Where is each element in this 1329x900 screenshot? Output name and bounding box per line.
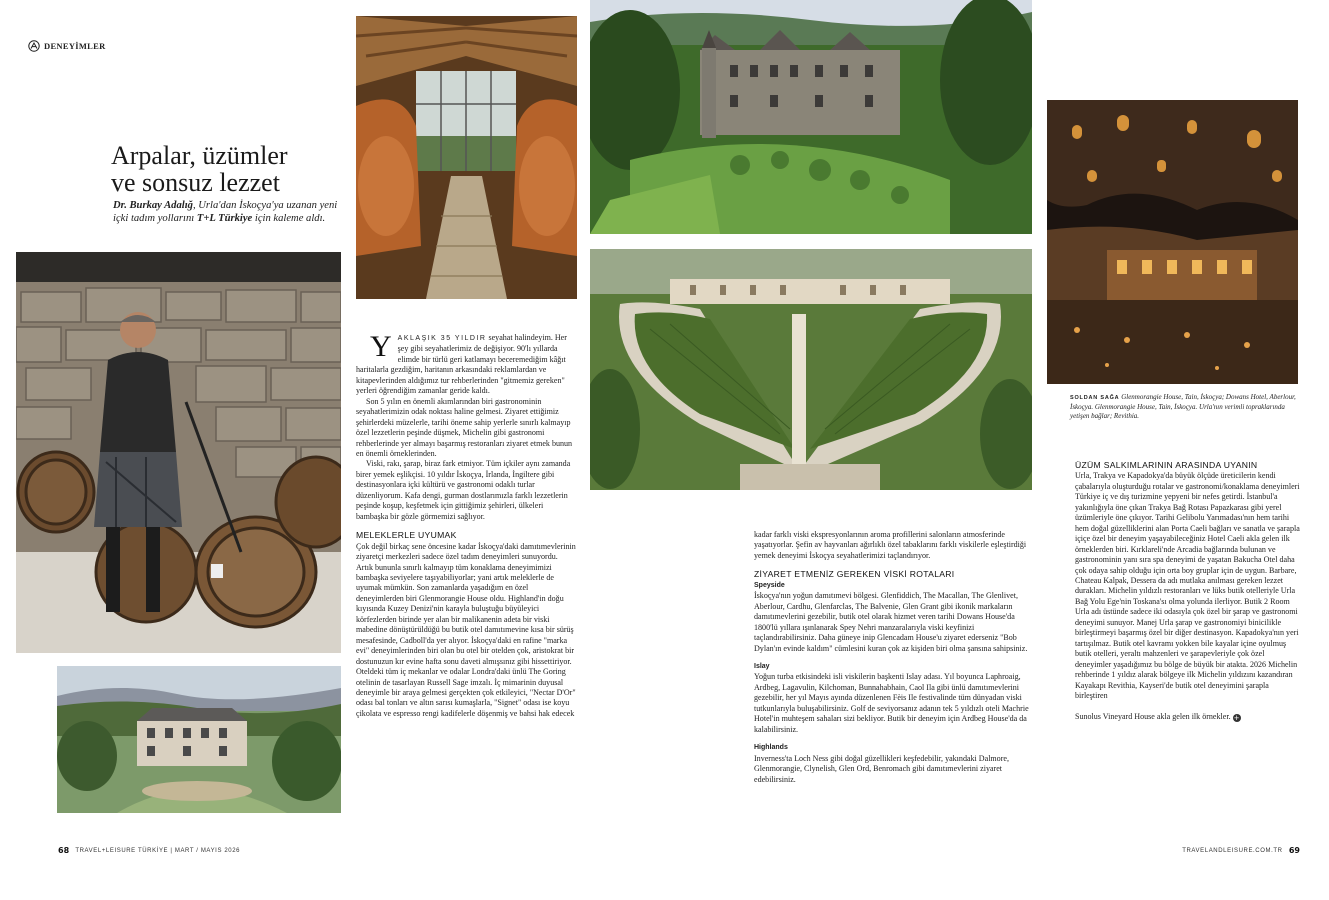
photo-house [57,666,341,813]
paragraph: Artık bununla sınırlı kalmayıp tüm konaklama deneyimimizi bambaşka seviyelere taşıyabiliyorlar; yani artık meleklerle de uyumak mümkün. Son zamanlarda yaşadığım en özel deneyimlerden biri Glenmorangie House oldu. Highland'in doğu kıyısında Kuzey Denizi'nin karayla buluştuğu büyüleyici körfezlerden birinde yer alan bir malikanenin adeta bir viski mabedine dönüştürüldüğü bu butik otel damıtımevine kısa bir sürüş mesafesinde, Cadboll'da yer alıyor. İskoçya'daki en rafine "marka evi" deneyimlerinden biri olan bu otel bir otelden çok, aristokrat bir dostunuzun kır evine hafta sonu daveti almışsınız gibi hissettiriyor. [356,562,575,666]
footer-website: TRAVELANDLEISURE.COM.TR [1182,848,1283,854]
section-label: DENEYİMLER [44,41,106,51]
intro-paragraph [356,330,577,397]
photo-distillery [356,16,577,299]
footer-right [1182,846,1300,855]
subheading-melekler: MELEKLERLE UYUMAK [356,530,457,541]
paragraph: İskoçya'nın yoğun damıtımevi bölgesi. Glenfiddich, The Macallan, The Glenlivet, Aberlour, Cardhu, Glenfarclas, The Balvenie, Glen Grant gibi ikonik markaların damıtımevlerini gezebilir, butik otel olarak hizmet veren tarihi Dowans House'da 1800'lü yıllara ışınlanarak Spey Nehri manzaralarıyla viski keyfinizi taçlandırabilirsiniz. Daha güneye inip Glencadam House'u ziyaret ederseniz "Bob Dylan'ın evinde kaldım" cümlesini kuran çok az kişiden biri olma şansına sahipsiniz. [754,591,1028,653]
photo-manor-garden [590,0,1032,234]
author-name: Dr. Burkay Adalığ [113,200,193,211]
paragraph-last [1075,712,1301,722]
paragraph: Çok değil birkaç sene öncesine kadar İskoçya'daki damıtımevlerinin ziyaretçi merkezleri sadece özel tadım deneyimleri sunuyordu. [356,541,576,562]
paragraph: Oteldeki tüm iç mekanlar ve odalar Londra'daki ünlü The Goring otelinin de tasarlayan Russell Sage imzalı. İç mimarinin duyusal deneyimle bir araya gelmesi gerçekten çok etkileyici, "Nectar D'Or" odası bal tonları ve altın sarısı kumaşlarla, "Signet" odası ise koyu çikolata ve espresso rengi kadifelerle döşenmiş ve bahsi hak edecek [356,667,576,718]
column-1 [356,330,577,719]
end-mark-icon: + [1233,713,1240,722]
photo-vineyard [590,249,1032,490]
paragraph: Viski, rakı, şarap, biraz fark etmiyor. Tüm içkiler aynı zamanda birer yemek eşlikçisi. 10 yıldır İskoçya, İrlanda, İngiltere gibi destinasyonlara içki kültürü ve gastronomi odaklı turlar düzenliyorum. Kafa dengi, gurman dostlarımızla farklı lezzetlerin peşinde koşup, keşfetmek için gittiğimiz şehirleri, ülkeleri bambaşka bir gözle görmemizi sağlıyor. [356,459,571,521]
paragraph: Urla, Trakya ve Kapadokya'da büyük ölçüde üreticilerin kendi çabalarıyla oluşturduğu rotalar ve gastronomi/konaklama deneyimleri Türkiye iç ve dış turizmine yepyeni bir nefes getirdi. İstanbul'a yakınlığıyla öne çıkan Trakya Bağ Rotası Papazkarası gibi yerel üzümleriyle öne çıkıyor. Tarihi Gelibolu Yarımadası'nın hem tarihi hem doğal güzelliklerini alan Porta Caeli bağları ve sanatla ve şarapla içiçe özel bir deneyim yaşayabileceğiniz Hotel Caeli akla gelen ilk örneklerden biri. Kırklareli'nde Arcadia bağlarında bulunan ve gastronominin yanı sıra spa deneyimi de yaşatan Bakucha Otel daha çok odaya sahip olduğu için orta boy gruplar için de uygun. Barbare, Chateau Kalpak, Dessera da adı mutlaka anılması gereken lezzet durakları. Michelin yıldızlı restoranları ve lüks butik otelleriyle Urla Bağ Yolu Ege'nin Toskana'sı olma yolunda ilerliyor. Butik 2 Room Urla adı üstünde sadece iki odasıyla çok özel bir şarap ve gastronomi deneyimi sunuyor. Manej Urla şarap ve gastronomiyi binicilikle birleştirmeyi başarmış özel bir diğer destinasyon. Kapadokya'nın yeri tartışılmaz. Butik otel kavramı yokken bile kayalar içine oyulmuş butik otelleri, yeraltı mahzenleri ve şarapevleriyle çok özel deneyimler yaşadığımız bu bölge de büyük bir atakta. 2026 Michelin rehberinde 1 yıldız alarak bölgeye ilk Michelin yıldızını kazandıran Kayakapı Revithia, Kayseri'de butik otel deneyimini şarapla birleştiren [1075,471,1300,700]
page-number-left: 68 [58,846,70,855]
subheading-uzum: ÜZÜM SALKIMLARININ ARASINDA UYANIN [1075,460,1258,470]
photo-cappadocia [1047,100,1298,384]
article-deck [113,199,338,225]
lead-caps: AKLAŞIK 35 YILDIR [397,335,487,342]
paragraph: kadar farklı viski ekspresyonlarının aroma profillerini salonların atmosferinde yaşatıyorlar. Şefin av hayvanları ağırlıklı özel tabaklarını farklı viskilerle eşleştirdiği yemek deneyimi İskoçya seyahatlerimizi taçlandırıyor. [754,530,1027,560]
deck-text: , Urla'dan İskoçya'ya uzanan yeni içki tadım yollarını [113,200,338,224]
caption-text: Glenmorangie House, Tain, İskoçya; Dowans Hotel, Aberlour, İskoçya. Glenmorangie House, Tain, İskoçya. Urla'nın verimli topraklarında yetişen bağlar; Revithia. [1070,393,1296,420]
paragraph: Inverness'ta Loch Ness gibi doğal güzellikleri keşfedebilir, yakındaki Dalmore, Glenmorangie, Clynelish, Glen Ord, Benromach gibi damıtımevlerini ziyaret edebilirsiniz. [754,753,1009,784]
title-line-1: Arpalar, üzümler [111,141,288,170]
intro-text: seyahat halindeyim. Her şey gibi seyahatlerimiz de değişiyor. 90'lı yıllarda elimde bir türlü geri katlamayı beceremediğim kâğıt haritalarla gezdiğim, haritanın arkasındaki reklamlardan ve kitapevlerinden aldığımız tur rehberlerinden "gitmemiz gereken" yerleri öğrendiğim zamanlar geride kaldı. [356,333,567,396]
paragraph: Son 5 yılın en önemli akımlarından biri gastronominin seyahatlerimizin odak noktası haline gelmesi. Ziyaret ettiğimiz şehirlerdeki müzelerle, tarihi öneme sahip yerlerle sınırlı kalmayıp özel lezzetlerin peşinde düşmek, Michelin gibi gastronomi rehberlerinde yer almayı başarmış restoranları ziyaret etmek bunun en önemli örneklerinden. [356,396,573,458]
page-title [111,142,341,196]
region-heading-islay: Islay [754,662,770,670]
title-line-2: ve sonsuz lezzet [111,168,280,197]
section-logo-icon [28,40,40,52]
page-number-right: 69 [1288,846,1300,855]
region-heading-speyside: Speyside [754,581,785,589]
closing-text: Sunolus Vineyard House akla gelen ilk örnekler. [1075,712,1231,722]
caption-label: SOLDAN SAĞA [1070,395,1120,401]
footer-left [58,846,240,855]
column-3 [1075,460,1301,723]
footer-publication: TRAVEL+LEISURE TÜRKİYE | MART / MAYIS 2026 [75,848,241,854]
section-tag [28,40,106,52]
subheading-rotalar: ZİYARET ETMENİZ GEREKEN VİSKİ ROTALARI [754,569,955,580]
region-heading-highlands: Highlands [754,744,788,752]
column-2 [754,530,1034,785]
photo-portrait [16,252,341,653]
photo-caption [1070,393,1305,420]
drop-cap: Y [370,330,392,363]
paragraph: Yoğun turba etkisindeki isli viskilerin başkenti Islay adası. Yıl boyunca Laphroaig, Ardbeg, Lagavulin, Kilchoman, Bunnahabhain, Caol Ila gibi ünlü damıtımevlerini gezebilir, her yıl Mayıs ayında düzenlenen Fèis Ile festivalinde tüm dünyadan viski tutkunlarıyla buluşabilirsiniz. Golf de seviyorsanız adanın tek 5 yıldızlı oteli Machrie Hotel'in muhteşem sahaları sizi bekliyor. Butik bir deneyim için Ardbeg House'da da kalabilirsiniz. [754,672,1029,734]
magazine-name: T+L Türkiye [196,213,253,224]
deck-end: için kaleme aldı. [252,213,326,224]
